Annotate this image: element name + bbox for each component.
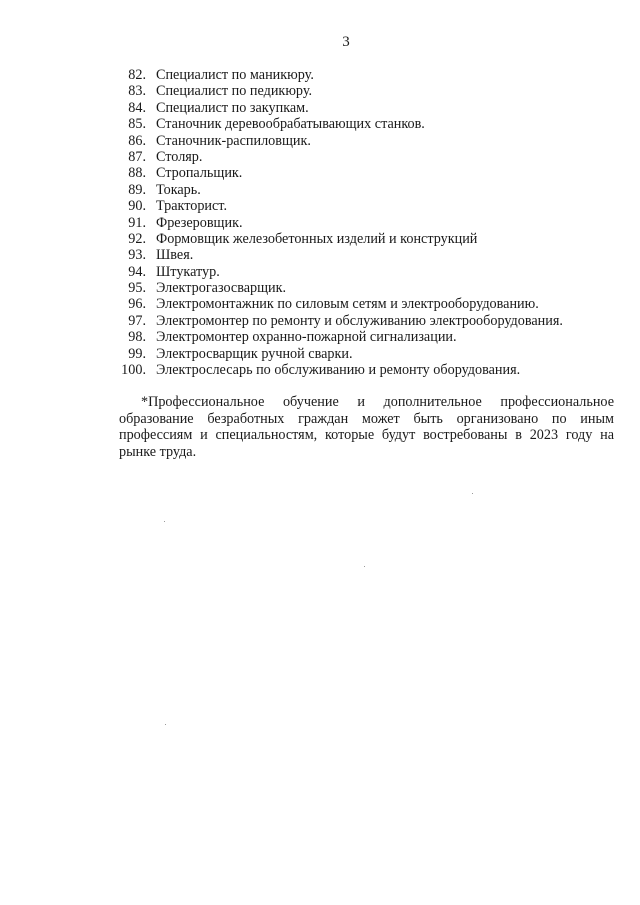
- item-text: Штукатур.: [156, 263, 220, 280]
- item-number: 92.: [128, 230, 146, 247]
- list-item: [100, 346, 620, 362]
- list-item: [100, 182, 620, 198]
- item-number: 82.: [128, 67, 146, 83]
- item-number: 96.: [128, 296, 146, 313]
- list-item: [100, 116, 620, 132]
- item-text: Фрезеровщик.: [156, 214, 243, 231]
- scan-speck: [165, 724, 166, 725]
- item-number: 90.: [128, 198, 146, 215]
- item-number: 97.: [128, 312, 146, 329]
- item-text: Станочник-распиловщик.: [156, 132, 311, 149]
- item-number: 94.: [128, 263, 146, 280]
- item-text: Столяр.: [156, 148, 203, 165]
- footnote-paragraph: *Профессиональное обучение и дополнительное профессиональное образование безработных граждан может быть организовано по иным профессиям и специальностям, которые будут востребованы в 2023 году на рынке труда.: [119, 394, 614, 460]
- list-item: [100, 149, 620, 165]
- item-number: 98.: [128, 329, 146, 346]
- list-item: [100, 231, 620, 247]
- item-number: 95.: [128, 280, 146, 297]
- item-text: Электромонтер охранно-пожарной сигнализации.: [156, 329, 457, 346]
- item-text: Стропальщик.: [156, 165, 243, 182]
- scan-speck: [364, 566, 365, 567]
- item-text: Станочник деревообрабатывающих станков.: [156, 116, 425, 133]
- list-item: [100, 329, 620, 345]
- item-text: Электросварщик ручной сварки.: [156, 345, 353, 362]
- item-number: 85.: [128, 116, 146, 133]
- item-number: 93.: [128, 247, 146, 264]
- scan-speck: [164, 521, 165, 522]
- page-number: 3: [342, 34, 350, 50]
- item-text: Специалист по маникюру.: [156, 67, 314, 83]
- item-text: Электромонтер по ремонту и обслуживанию электрооборудования.: [156, 312, 563, 329]
- item-text: Электрослесарь по обслуживанию и ремонту оборудования.: [156, 362, 521, 379]
- item-text: Швея.: [156, 247, 194, 264]
- list-item: [100, 133, 620, 149]
- item-number: 88.: [128, 165, 146, 182]
- item-number: 99.: [128, 345, 146, 362]
- list-item: [100, 215, 620, 231]
- list-item: [100, 264, 620, 280]
- profession-list: [100, 67, 620, 378]
- list-item: [100, 247, 620, 263]
- item-text: Формовщик железобетонных изделий и конструкций: [156, 230, 478, 247]
- item-text: Токарь.: [156, 181, 201, 198]
- item-number: 91.: [128, 214, 146, 231]
- item-text: Тракторист.: [156, 198, 227, 215]
- item-number: 89.: [128, 181, 146, 198]
- list-item: [100, 362, 620, 378]
- list-item: [100, 198, 620, 214]
- item-text: Электрогазосварщик.: [156, 280, 287, 297]
- scan-speck: [472, 493, 473, 494]
- list-item: [100, 83, 620, 99]
- item-text: Электромонтажник по силовым сетям и электрооборудованию.: [156, 296, 539, 313]
- list-item: [100, 313, 620, 329]
- list-item: [100, 280, 620, 296]
- item-number: 84.: [128, 99, 146, 116]
- item-number: 100.: [121, 362, 146, 379]
- list-item: [100, 100, 620, 116]
- list-item: [100, 165, 620, 181]
- item-text: Специалист по педикюру.: [156, 83, 313, 100]
- list-item: [100, 67, 620, 83]
- item-number: 86.: [128, 132, 146, 149]
- item-text: Специалист по закупкам.: [156, 99, 309, 116]
- list-item: [100, 296, 620, 312]
- item-number: 83.: [128, 83, 146, 100]
- item-number: 87.: [128, 148, 146, 165]
